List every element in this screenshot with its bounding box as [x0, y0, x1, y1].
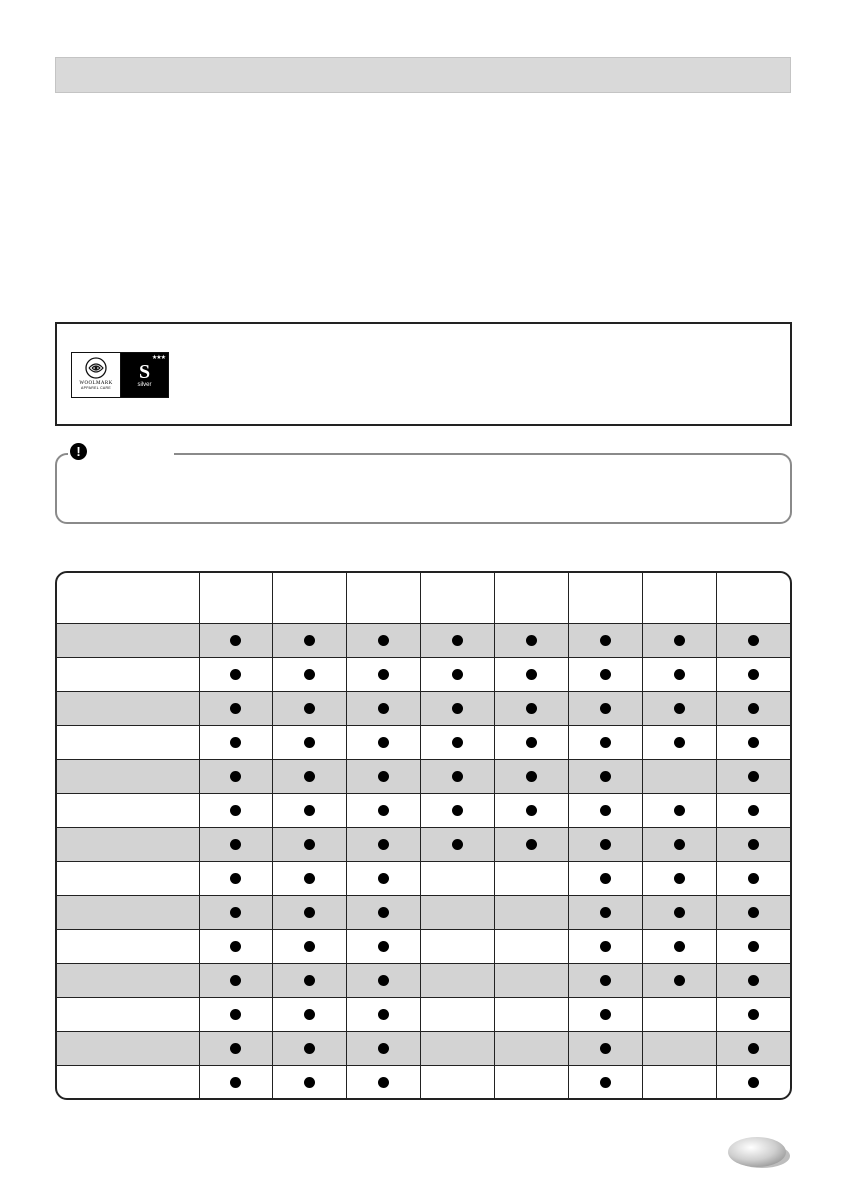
table-cell [273, 828, 347, 862]
table-cell [568, 692, 642, 726]
table-cell [273, 964, 347, 998]
table-cell [642, 726, 716, 760]
table-cell [495, 1032, 569, 1066]
compatible-dot-icon [600, 975, 611, 986]
table-cell [273, 726, 347, 760]
compatible-dot-icon [452, 839, 463, 850]
table-row [57, 964, 790, 998]
compatible-dot-icon [748, 1043, 759, 1054]
table-cell [199, 930, 273, 964]
table-cell [716, 930, 790, 964]
table-cell [421, 828, 495, 862]
woolmark-subtitle: APPAREL CARE [80, 386, 112, 390]
table-cell [716, 1066, 790, 1100]
compatible-dot-icon [674, 635, 685, 646]
compatible-dot-icon [600, 669, 611, 680]
table-cell [199, 760, 273, 794]
section-header-bar [55, 57, 791, 93]
table-cell [273, 692, 347, 726]
table-row [57, 896, 790, 930]
table-cell [199, 896, 273, 930]
compatible-dot-icon [674, 941, 685, 952]
compatible-dot-icon [674, 805, 685, 816]
exclamation-icon: ! [70, 443, 87, 460]
table-cell [347, 896, 421, 930]
table-cell [495, 862, 569, 896]
table-cell [568, 862, 642, 896]
compatible-dot-icon [304, 771, 315, 782]
compatible-dot-icon [748, 907, 759, 918]
compatible-dot-icon [230, 907, 241, 918]
table-cell [421, 964, 495, 998]
table-row [57, 998, 790, 1032]
compatible-dot-icon [230, 737, 241, 748]
table-cell [421, 896, 495, 930]
table-cell [273, 658, 347, 692]
row-label-cell [57, 1032, 199, 1066]
table-cell [716, 964, 790, 998]
table-cell [568, 760, 642, 794]
compatible-dot-icon [378, 771, 389, 782]
table-cell [568, 998, 642, 1032]
table-cell [495, 1066, 569, 1100]
compatible-dot-icon [304, 907, 315, 918]
compatible-dot-icon [452, 805, 463, 816]
header-cell [568, 573, 642, 624]
compatible-dot-icon [452, 669, 463, 680]
compatible-dot-icon [674, 907, 685, 918]
compatible-dot-icon [304, 703, 315, 714]
table-cell [421, 726, 495, 760]
compatible-dot-icon [230, 703, 241, 714]
compatible-dot-icon [304, 669, 315, 680]
table-cell [347, 760, 421, 794]
compatible-dot-icon [674, 839, 685, 850]
table-cell [716, 828, 790, 862]
compatible-dot-icon [452, 635, 463, 646]
compatible-dot-icon [600, 1043, 611, 1054]
woolmark-stars: ★★★ [151, 355, 165, 361]
compatible-dot-icon [378, 805, 389, 816]
table-cell [495, 896, 569, 930]
table-cell [716, 1032, 790, 1066]
table-cell [716, 794, 790, 828]
compatible-dot-icon [748, 805, 759, 816]
compatible-dot-icon [304, 805, 315, 816]
compatible-dot-icon [748, 703, 759, 714]
table-cell [199, 828, 273, 862]
wool-ball-icon [85, 357, 107, 379]
table-cell [642, 998, 716, 1032]
compatible-dot-icon [600, 1077, 611, 1088]
table-cell [642, 930, 716, 964]
table-cell [347, 794, 421, 828]
table-cell [642, 1066, 716, 1100]
header-cell [495, 573, 569, 624]
header-cell [642, 573, 716, 624]
compatible-dot-icon [378, 703, 389, 714]
compatible-dot-icon [526, 669, 537, 680]
woolmark-logo [71, 352, 169, 398]
row-label-cell [57, 624, 199, 658]
compatible-dot-icon [378, 737, 389, 748]
table-cell [495, 794, 569, 828]
table-row [57, 726, 790, 760]
compatible-dot-icon [304, 1009, 315, 1020]
compatible-dot-icon [600, 635, 611, 646]
table-cell [716, 862, 790, 896]
page-number-badge [727, 1135, 791, 1169]
compatible-dot-icon [230, 669, 241, 680]
table-cell [642, 964, 716, 998]
woolmark-tier: silver [137, 381, 152, 388]
row-label-cell [57, 828, 199, 862]
row-label-cell [57, 998, 199, 1032]
table-header-row [57, 573, 790, 624]
row-label-cell [57, 726, 199, 760]
compatible-dot-icon [600, 737, 611, 748]
table-cell [347, 624, 421, 658]
note-box [55, 453, 792, 524]
table-cell [347, 862, 421, 896]
compatible-dot-icon [600, 873, 611, 884]
compatible-dot-icon [378, 635, 389, 646]
table-cell [421, 760, 495, 794]
table-cell [347, 964, 421, 998]
compatible-dot-icon [378, 907, 389, 918]
header-cell [716, 573, 790, 624]
table-cell [273, 1066, 347, 1100]
compatible-dot-icon [526, 703, 537, 714]
compatible-dot-icon [600, 771, 611, 782]
table-cell [568, 794, 642, 828]
table-cell [642, 692, 716, 726]
table-cell [347, 828, 421, 862]
table-cell [199, 1032, 273, 1066]
table-row [57, 760, 790, 794]
table-cell [347, 998, 421, 1032]
row-label-cell [57, 1066, 199, 1100]
table-cell [642, 624, 716, 658]
compatible-dot-icon [526, 839, 537, 850]
table-cell [199, 998, 273, 1032]
compatible-dot-icon [526, 737, 537, 748]
compatible-dot-icon [452, 737, 463, 748]
table-cell [199, 794, 273, 828]
table-cell [642, 896, 716, 930]
table-cell [568, 1066, 642, 1100]
compatible-dot-icon [230, 873, 241, 884]
compatible-dot-icon [230, 1077, 241, 1088]
table-row [57, 1032, 790, 1066]
table-cell [568, 828, 642, 862]
compatible-dot-icon [600, 703, 611, 714]
compatible-dot-icon [600, 941, 611, 952]
compatible-dot-icon [230, 1043, 241, 1054]
row-label-cell [57, 930, 199, 964]
compatible-dot-icon [378, 669, 389, 680]
table-cell [421, 658, 495, 692]
table-cell [421, 794, 495, 828]
compatible-dot-icon [674, 975, 685, 986]
header-cell [421, 573, 495, 624]
table-cell [568, 964, 642, 998]
table-cell [421, 998, 495, 1032]
table-cell [273, 624, 347, 658]
compatible-dot-icon [674, 703, 685, 714]
compatible-dot-icon [378, 839, 389, 850]
table-cell [273, 760, 347, 794]
table-cell [347, 1066, 421, 1100]
compatible-dot-icon [674, 737, 685, 748]
compatible-dot-icon [378, 975, 389, 986]
row-label-cell [57, 658, 199, 692]
table-cell [716, 998, 790, 1032]
table-cell [495, 726, 569, 760]
table-cell [199, 964, 273, 998]
table-row [57, 930, 790, 964]
table-cell [568, 624, 642, 658]
row-label-cell [57, 794, 199, 828]
compatibility-table [55, 571, 792, 1100]
table-cell [421, 862, 495, 896]
compatible-dot-icon [378, 1009, 389, 1020]
compatible-dot-icon [748, 1077, 759, 1088]
header-cell [273, 573, 347, 624]
compatible-dot-icon [304, 1043, 315, 1054]
table-cell [716, 760, 790, 794]
compatible-dot-icon [230, 1009, 241, 1020]
table-cell [347, 658, 421, 692]
table-cell [495, 828, 569, 862]
table-row [57, 624, 790, 658]
table-cell [347, 726, 421, 760]
compatible-dot-icon [600, 907, 611, 918]
table-cell [495, 930, 569, 964]
table-cell [568, 1032, 642, 1066]
header-cell [199, 573, 273, 624]
table-cell [642, 760, 716, 794]
table-cell [495, 624, 569, 658]
compatible-dot-icon [748, 737, 759, 748]
compatible-dot-icon [748, 771, 759, 782]
table-cell [199, 624, 273, 658]
table-cell [347, 930, 421, 964]
table-row [57, 794, 790, 828]
compatible-dot-icon [748, 873, 759, 884]
table-cell [716, 726, 790, 760]
compatible-dot-icon [230, 805, 241, 816]
woolmark-silver-badge [121, 353, 168, 397]
table-cell [273, 896, 347, 930]
table-row [57, 658, 790, 692]
woolmark-brand: WOOLMARK [79, 381, 113, 386]
compatible-dot-icon [304, 1077, 315, 1088]
compatible-dot-icon [230, 975, 241, 986]
compatible-dot-icon [674, 873, 685, 884]
table-cell [495, 692, 569, 726]
table-cell [642, 862, 716, 896]
table-cell [568, 930, 642, 964]
table-cell [642, 828, 716, 862]
compatible-dot-icon [378, 1077, 389, 1088]
compatible-dot-icon [452, 703, 463, 714]
table-cell [273, 794, 347, 828]
table-cell [199, 692, 273, 726]
table-cell [568, 726, 642, 760]
table-row [57, 1066, 790, 1100]
table-cell [347, 692, 421, 726]
table-cell [199, 658, 273, 692]
compatible-dot-icon [748, 941, 759, 952]
compatible-dot-icon [304, 839, 315, 850]
compatible-dot-icon [230, 941, 241, 952]
row-label-cell [57, 964, 199, 998]
header-label-cell [57, 573, 199, 624]
table-cell [273, 930, 347, 964]
table-cell [716, 658, 790, 692]
row-label-cell [57, 692, 199, 726]
compatible-dot-icon [452, 771, 463, 782]
table-cell [421, 692, 495, 726]
compatible-dot-icon [748, 1009, 759, 1020]
compatible-dot-icon [748, 635, 759, 646]
compatible-dot-icon [600, 1009, 611, 1020]
table-cell [421, 1032, 495, 1066]
compatible-dot-icon [526, 771, 537, 782]
table-row [57, 862, 790, 896]
compatible-dot-icon [526, 635, 537, 646]
table-cell [716, 692, 790, 726]
compatible-dot-icon [748, 669, 759, 680]
table-cell [642, 658, 716, 692]
compatible-dot-icon [378, 873, 389, 884]
compatible-dot-icon [674, 669, 685, 680]
table-cell [421, 1066, 495, 1100]
table-cell [495, 998, 569, 1032]
row-label-cell [57, 760, 199, 794]
compatible-dot-icon [526, 805, 537, 816]
table-cell [199, 862, 273, 896]
table-cell [716, 896, 790, 930]
compatible-dot-icon [600, 839, 611, 850]
compatible-dot-icon [304, 737, 315, 748]
table-cell [273, 998, 347, 1032]
table-cell [642, 1032, 716, 1066]
table-cell [568, 896, 642, 930]
compatible-dot-icon [378, 1043, 389, 1054]
compatible-dot-icon [304, 635, 315, 646]
compatible-dot-icon [600, 805, 611, 816]
woolmark-emblem [72, 353, 121, 397]
row-label-cell [57, 896, 199, 930]
compatible-dot-icon [304, 975, 315, 986]
compatible-dot-icon [304, 941, 315, 952]
table-cell [716, 624, 790, 658]
table-cell [421, 930, 495, 964]
table-cell [642, 794, 716, 828]
table-cell [199, 1066, 273, 1100]
table-cell [495, 760, 569, 794]
table-cell [421, 624, 495, 658]
compatible-dot-icon [748, 975, 759, 986]
compatible-dot-icon [230, 771, 241, 782]
table-cell [199, 726, 273, 760]
table-cell [273, 1032, 347, 1066]
table-cell [495, 658, 569, 692]
woolmark-s-glyph: S [138, 360, 151, 383]
compatible-dot-icon [230, 839, 241, 850]
table-row [57, 692, 790, 726]
woolmark-box [55, 322, 792, 426]
compatible-dot-icon [748, 839, 759, 850]
compatible-dot-icon [230, 635, 241, 646]
table-cell [347, 1032, 421, 1066]
table-cell [568, 658, 642, 692]
header-cell [347, 573, 421, 624]
table-row [57, 828, 790, 862]
table-cell [273, 862, 347, 896]
compatible-dot-icon [378, 941, 389, 952]
row-label-cell [57, 862, 199, 896]
table-cell [495, 964, 569, 998]
compatible-dot-icon [304, 873, 315, 884]
